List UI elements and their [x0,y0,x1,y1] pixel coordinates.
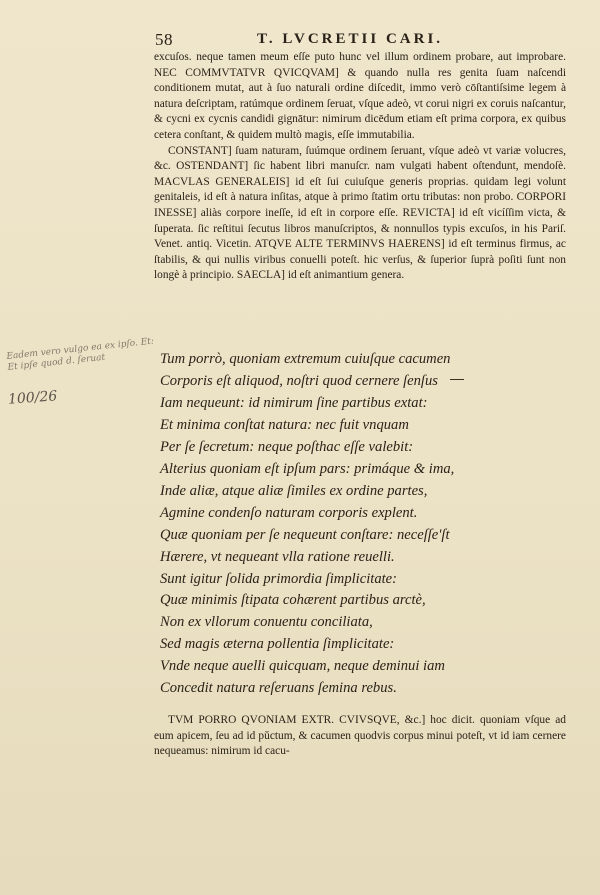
verse-line: Alterius quoniam eſt ipſum pars: primáque & ima, [160,460,455,477]
verse-line: Iam nequeunt: id nimirum ſine partibus extat: [160,394,428,411]
page-number: 58 [155,30,173,49]
commentary-bottom [154,713,566,760]
commentary-paragraph: TVM PORRO QVONIAM EXTR. CVIVSQVE, &c.] hoc dicit. quoniam vſque ad eum apicem, ſeu ad id pŭctum, & cacumen quodvis corpus minui poteſt, vt id iam cernere nequeamus: nimirum id cacu- [154,714,566,758]
verse-line: Per ſe ſecretum: neque poſthac eſſe valebit: [160,438,414,455]
verse-line: Quæ minimis ſtipata cohærent partibus arctè, [160,592,426,609]
verse-line: Vnde neque auelli quicquam, neque deminui iam [160,658,445,675]
verse-line: Inde aliæ, atque aliæ ſimiles ex ordine partes, [160,482,428,499]
verse-line: Non ex vllorum conuentu conciliata, [160,614,373,631]
verse-line: Agmine condenſo naturam corporis explent. [160,504,418,521]
commentary-top [154,50,566,284]
verse-line: Quæ quoniam per ſe nequeunt conſtare: neceſſe'ſt [160,526,450,543]
verse-line: Concedit natura reſeruans ſemina rebus. [160,680,397,697]
verse-line: Sunt igitur ſolida primordia ſimplicitate: [160,570,398,587]
handwritten-margin-note: Eadem vero vulgo ea ex ipſo. Et: Et ipſe quod d. ſeruat [6,336,155,373]
verse-line: Et minima conſtat natura: nec fuit vnquam [160,416,409,433]
commentary-paragraph: CONSTANT] ſuam naturam, ſuúmque ordinem ſeruant, vſque adeò vt variæ volucres, &c. OSTENDANT] ſic habent libri manuſcr. nam vulgati habent oſtendunt, mendoſè. MACVLAS GENERALEIS] id eſt ſui cuiuſque generis proprias. quidam legi volunt genitaleis, id eſt à natura inſitas, atque à primo ſtatim ortu tributas: non probo. CORPORI INESSE] aliàs corpore ineſſe, id eſt in corpore eſſe. REVICTA] id eſt vicíſſim victa, & ſuperata. ſic reſtitui ſecutus libros manuſcriptos, & nonnullos typis excuſos, in his Pariſ. Venet. antiq. Vicetin. ATQVE ALTE TERMINVS HAERENS] id eſt terminus firmus, ac ſtabilis, & qui nullis viribus conuelli poteſt. hic verſus, & ſuperior ſuprà poſiti ſunt non longè à principio. SAECLA] id eſt animantium genera. [154,144,566,282]
verse-line: Hærere, vt nequeant vlla ratione reuelli. [160,548,395,565]
commentary-paragraph: excuſos. neque tamen meum eſſe puto hunc vel illum ordinem probare, aut improbare. NEC COMMVTATVR QVICQVAM] & quando nulla res genita ſuam naſcendi conditionem mutat, aut à ſuo naturali ordine diſcedit, immo verò cōſtantiſsime legem à natura deſcriptam, ratúmque ordinem ſeruat, vſque adeò, vt corui nigri ex coruis naſcantur, & cycni ex cycnis candidi gignātur: nimirum dicēdum etiam eſt prima corpora, ex quibus cetera conſtant, & quidem multò magis, eſſe immutabilia. [154,51,566,141]
handwritten-margin-number: 100/26 [7,388,58,408]
page-header [155,30,575,52]
verse-line: Corporis eſt aliquod, noſtri quod cernere ſenſus [160,372,438,389]
verse-line: Sed magis æterna pollentia ſimplicitate: [160,636,395,653]
verse-line: Tum porrò, quoniam extremum cuiuſque cacumen [160,351,451,367]
poem-verses [160,349,560,700]
running-title: T. LVCRETII CARI. [257,31,444,47]
